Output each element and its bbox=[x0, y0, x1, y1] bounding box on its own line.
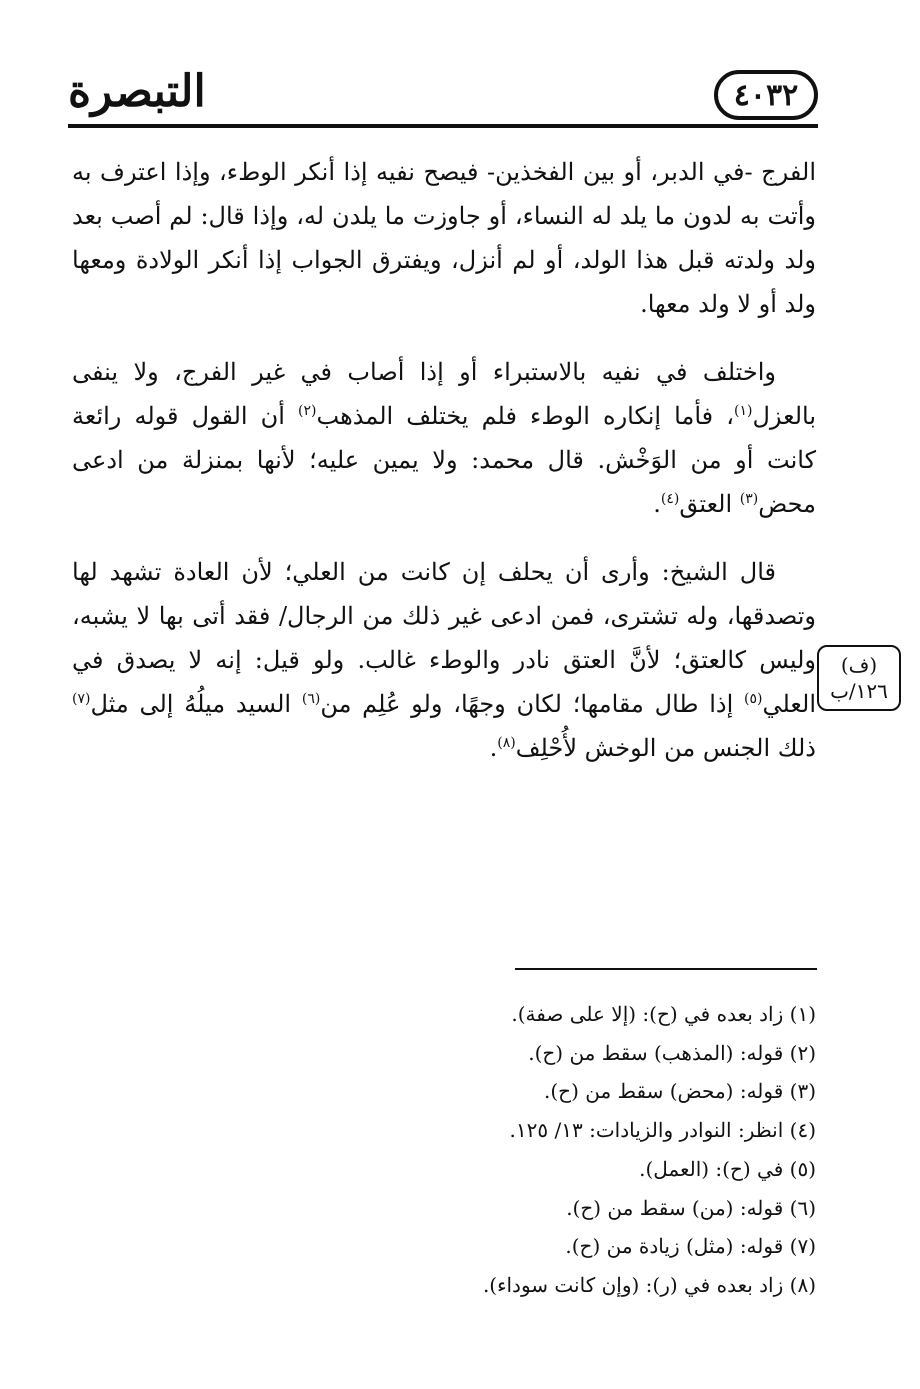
margin-note-line1: (ف) bbox=[840, 653, 878, 677]
footnote-marker: (١) bbox=[733, 403, 753, 419]
text-run: واختلف في نفيه بالاستبراء أو إذا أصاب في غير الفرج، ولا ينفى بالعزل bbox=[72, 358, 816, 430]
page-number-badge bbox=[714, 70, 818, 120]
paragraph bbox=[72, 550, 816, 770]
header-rule bbox=[68, 124, 818, 128]
text-run: السيد ميلُهُ إلى مثل bbox=[90, 690, 302, 718]
footnote-marker: (٢) bbox=[298, 403, 317, 419]
footnote-marker: (٦) bbox=[301, 691, 321, 707]
paragraph bbox=[72, 150, 816, 326]
text-run: . bbox=[489, 734, 498, 762]
footnote-marker: (٨) bbox=[497, 735, 516, 751]
footnote: (٨) زاد بعده في (ر): (وإن كانت سوداء). bbox=[482, 1272, 816, 1297]
footnote-rule bbox=[515, 968, 817, 970]
footnote: (٣) قوله: (محض) سقط من (ح). bbox=[544, 1079, 816, 1104]
footnote: (٥) في (ح): (العمل). bbox=[639, 1156, 816, 1181]
margin-note-line2: ١٢٦/ب bbox=[830, 679, 888, 703]
paragraph bbox=[72, 350, 816, 526]
text-run: ، فأما إنكاره الوطء فلم يختلف المذهب bbox=[316, 402, 734, 430]
manuscript-folio-note bbox=[817, 645, 901, 711]
text-run: إذا طال مقامها؛ لكان وجهًا، ولو عُلِم من bbox=[320, 690, 745, 718]
text-run: . bbox=[653, 490, 661, 518]
page-header bbox=[68, 56, 818, 128]
footnote-marker: (٣) bbox=[739, 491, 759, 507]
footnote-marker: (٥) bbox=[744, 691, 763, 707]
main-text bbox=[72, 150, 816, 794]
footnote: (٧) قوله: (مثل) زيادة من (ح). bbox=[565, 1234, 816, 1259]
footnote: (٦) قوله: (من) سقط من (ح). bbox=[566, 1195, 816, 1220]
footnotes-list bbox=[60, 995, 816, 1305]
footnote-marker: (٤) bbox=[660, 491, 680, 507]
footnote-marker: (٧) bbox=[72, 691, 91, 707]
footnote: (١) زاد بعده في (ح): (إلا على صفة). bbox=[511, 1002, 816, 1026]
text-run: الفرج -في الدبر، أو بين الفخذين- فيصح نفيه إذا أنكر الوطء، وإذا اعترف به وأتت به لدون ما يلد له النساء، أو جاوزت ما يلدن له، وإذا قال: لم أصب بعد ولد ولدته قبل هذا الولد، أو لم أنزل، ويفترق الجواب إذا أنكر الولادة ومعها ولد أو لا ولد معها. bbox=[72, 158, 817, 318]
footnote: (٢) قوله: (المذهب) سقط من (ح). bbox=[528, 1040, 816, 1065]
text-run: العتق bbox=[679, 490, 740, 518]
footnote: (٤) انظر: النوادر والزيادات: ١٣/ ١٢٥. bbox=[509, 1118, 816, 1143]
text-run: أن القول قوله رائعة كانت أو من الوَخْش. قال محمد: ولا يمين عليه؛ لأنها بمنزلة من ادعى محض bbox=[72, 402, 816, 518]
book-title: التبصرة bbox=[68, 66, 206, 117]
page-number: ٤٠٣٢ bbox=[733, 77, 799, 113]
text-run: قال الشيخ: وأرى أن يحلف إن كانت من العلي؛ لأن العادة تشهد لها وتصدقها، وله تشترى، فمن ادعى غير ذلك من الرجال/ فقد أتى بها لا يشبه، وليس كالعتق؛ لأنَّ العتق نادر والوطء غالب. ولو قيل: إنه لا يصدق في العلي bbox=[72, 558, 816, 718]
text-run: ذلك الجنس من الوخش لأُحْلِف bbox=[515, 734, 816, 762]
